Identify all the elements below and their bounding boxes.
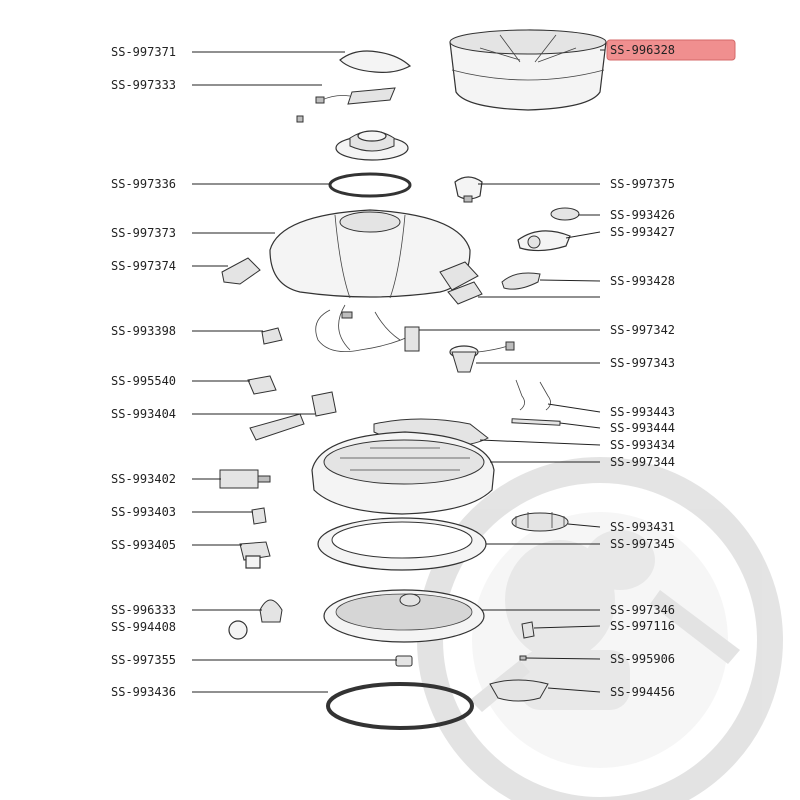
cap-part — [340, 51, 410, 72]
bowl-part — [450, 30, 606, 110]
gasket-part — [551, 208, 579, 220]
watermark-logo — [430, 470, 770, 800]
tray-part — [490, 680, 548, 701]
part-label-ss-997344[interactable]: SS-997344 — [610, 455, 676, 469]
seal-part — [502, 273, 540, 289]
part-label-ss-997355[interactable]: SS-997355 — [111, 653, 177, 667]
part-label-ss-997373[interactable]: SS-997373 — [111, 226, 177, 240]
left-part-labels — [111, 45, 176, 699]
lever-part — [250, 392, 336, 440]
sensor-part — [240, 542, 270, 568]
pin-part — [522, 622, 534, 638]
part-label-ss-993403[interactable]: SS-993403 — [111, 505, 177, 519]
part-label-ss-997375[interactable]: SS-997375 — [610, 177, 676, 191]
part-label-ss-993405[interactable]: SS-993405 — [111, 538, 177, 552]
part-label-ss-993436[interactable]: SS-993436 — [111, 685, 177, 699]
thermostat-part — [220, 470, 270, 488]
ring-part — [330, 174, 410, 196]
screw-part — [297, 116, 303, 122]
bushing-part — [396, 656, 412, 666]
part-label-ss-997343[interactable]: SS-997343 — [610, 356, 676, 370]
part-label-ss-994456[interactable]: SS-994456 — [610, 685, 676, 699]
part-label-ss-994408[interactable]: SS-994408 — [111, 620, 177, 634]
part-label-ss-993426[interactable]: SS-993426 — [610, 208, 676, 222]
part-label-ss-996333[interactable]: SS-996333 — [111, 603, 177, 617]
part-label-ss-997342[interactable]: SS-997342 — [610, 323, 676, 337]
part-label-ss-993402[interactable]: SS-993402 — [111, 472, 177, 486]
part-label-ss-993443[interactable]: SS-993443 — [610, 405, 676, 419]
valve-part — [455, 177, 482, 202]
motor-part — [450, 342, 514, 372]
spring-part — [516, 380, 551, 410]
part-label-ss-993427[interactable]: SS-993427 — [610, 225, 676, 239]
part-label-ss-997371[interactable]: SS-997371 — [111, 45, 177, 59]
part-label-ss-997116[interactable]: SS-997116 — [610, 619, 676, 633]
part-label-ss-997346[interactable]: SS-997346 — [610, 603, 676, 617]
washer-part — [520, 656, 526, 660]
ring-plate-part — [318, 518, 486, 570]
part-label-ss-995540[interactable]: SS-995540 — [111, 374, 177, 388]
part-label-ss-993404[interactable]: SS-993404 — [111, 407, 177, 421]
part-label-ss-995906[interactable]: SS-995906 — [610, 652, 676, 666]
fan-cage-part — [512, 512, 568, 531]
connector-part — [262, 328, 282, 344]
part-label-ss-993434[interactable]: SS-993434 — [610, 438, 676, 452]
clip-part — [252, 508, 266, 524]
ball-part — [229, 621, 247, 639]
part-label-ss-993431[interactable]: SS-993431 — [610, 520, 676, 534]
base-housing-part — [312, 432, 494, 514]
board-part — [316, 88, 395, 104]
dome-part — [270, 210, 478, 298]
knob-part — [336, 131, 408, 160]
part-label-ss-997333[interactable]: SS-997333 — [111, 78, 177, 92]
part-label-ss-993428[interactable]: SS-993428 — [610, 274, 676, 288]
valve-assembly-part — [518, 231, 570, 251]
part-label-ss-997336[interactable]: SS-997336 — [111, 177, 177, 191]
switch-bracket-part — [248, 376, 276, 394]
part-label-ss-997374[interactable]: SS-997374 — [111, 259, 177, 273]
rod-part — [512, 419, 560, 426]
wiring-harness-part — [316, 305, 419, 352]
part-label-ss-996328[interactable]: SS-996328 — [610, 43, 676, 57]
part-label-ss-993444[interactable]: SS-993444 — [610, 421, 676, 435]
part-label-ss-993398[interactable]: SS-993398 — [111, 324, 177, 338]
part-label-ss-997345[interactable]: SS-997345 — [610, 537, 676, 551]
heating-plate-part — [324, 590, 484, 642]
cap-cover-part — [260, 600, 282, 622]
